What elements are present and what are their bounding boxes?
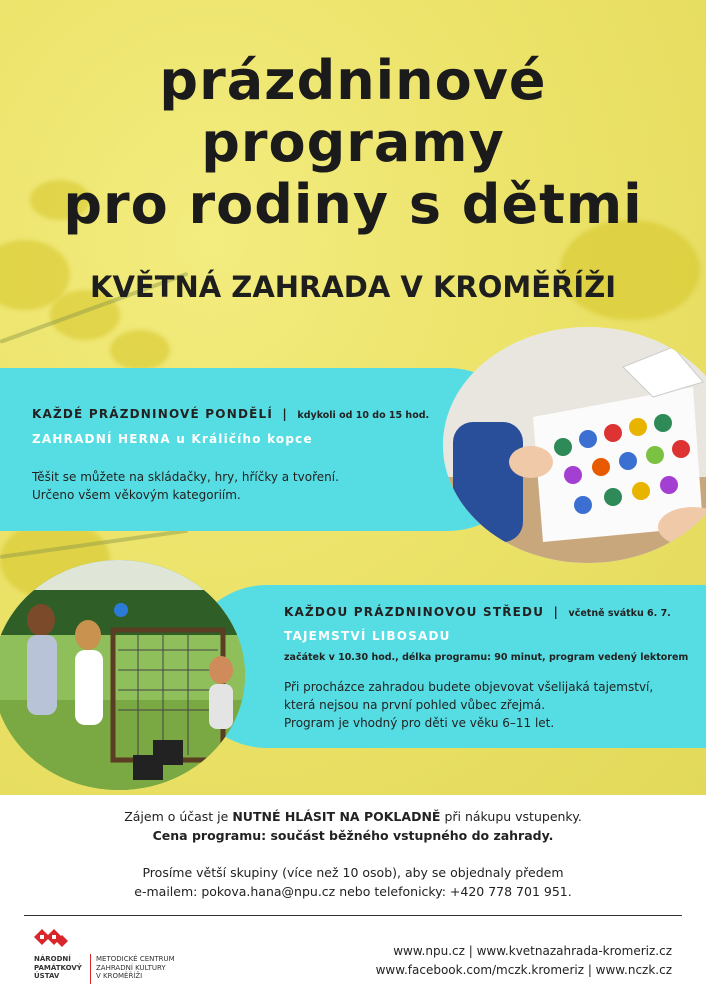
monday-separator: | bbox=[282, 407, 288, 421]
garden-photo-art bbox=[0, 560, 245, 790]
wednesday-separator: | bbox=[553, 605, 560, 619]
logo-divider bbox=[90, 954, 91, 984]
monday-time: kdykoli od 10 do 15 hod. bbox=[297, 410, 430, 421]
wednesday-desc-2: která nejsou na první pohled vůbec zřejmá. bbox=[284, 698, 546, 712]
title-line-1: prázdninové bbox=[159, 49, 547, 112]
npu-logo-icon bbox=[34, 928, 68, 950]
links bbox=[376, 942, 672, 980]
crafts-photo bbox=[443, 327, 706, 563]
center-name-3: V KROMĚŘÍŽI bbox=[96, 972, 143, 980]
crafts-photo-art bbox=[443, 327, 706, 563]
info-line-1-b: NUTNÉ HLÁSIT NA POKLADNĚ bbox=[232, 809, 441, 824]
title-line-2: programy bbox=[201, 111, 505, 174]
info-line-1-a: Zájem o účast je bbox=[124, 809, 229, 824]
wednesday-heading bbox=[284, 605, 671, 619]
monday-desc-1: Těšit se můžete na skládačky, hry, hříčky a tvoření. bbox=[32, 470, 339, 484]
wednesday-place: TAJEMSTVÍ LIBOSADU bbox=[284, 629, 451, 643]
garden-photo bbox=[0, 560, 245, 790]
monday-desc-2: Určeno všem věkovým kategoriím. bbox=[32, 488, 241, 502]
center-name-1: METODICKÉ CENTRUM bbox=[96, 955, 175, 963]
subtitle: KVĚTNÁ ZAHRADA V KROMĚŘÍŽI bbox=[89, 270, 617, 304]
info-line-1 bbox=[0, 809, 706, 824]
npu-name bbox=[34, 955, 82, 981]
wednesday-note: včetně svátku 6. 7. bbox=[568, 608, 671, 619]
flower-blur bbox=[110, 330, 170, 370]
wednesday-desc-1: Při procházce zahradou budete objevovat všelijaká tajemství, bbox=[284, 680, 654, 694]
wednesday-heading-text: KAŽDOU PRÁZDNINOVOU STŘEDU bbox=[284, 605, 545, 619]
links-line-2[interactable]: www.facebook.com/mczk.kromeriz | www.nczk.cz bbox=[375, 963, 672, 977]
monday-heading-text: KAŽDÉ PRÁZDNINOVÉ PONDĚLÍ bbox=[32, 407, 274, 421]
npu-name-3: ÚSTAV bbox=[34, 972, 60, 980]
monday-heading bbox=[32, 407, 429, 421]
center-name-2: ZAHRADNÍ KULTURY bbox=[96, 963, 166, 972]
links-line-1[interactable]: www.npu.cz | www.kvetnazahrada-kromeriz.cz bbox=[393, 944, 672, 958]
wednesday-details: začátek v 10.30 hod., délka programu: 90 minut, program vedený lektorem bbox=[284, 652, 689, 663]
wednesday-desc-3: Program je vhodný pro děti ve věku 6–11 let. bbox=[284, 716, 555, 730]
title-line-3: pro rodiny s dětmi bbox=[63, 173, 643, 236]
info-line-3: Prosíme větší skupiny (více než 10 osob), aby se objednaly předem bbox=[142, 865, 564, 880]
monday-place-caps: ZAHRADNÍ HERNA bbox=[32, 432, 171, 446]
center-name bbox=[96, 955, 175, 981]
monday-place-rest: u Králičího kopce bbox=[176, 432, 313, 446]
info-line-4: e-mailem: pokova.hana@npu.cz nebo telefonicky: +420 778 701 951. bbox=[134, 884, 572, 899]
npu-name-2: PAMÁTKOVÝ bbox=[34, 963, 82, 972]
npu-logo bbox=[34, 928, 244, 988]
monday-place bbox=[32, 432, 313, 446]
footer-divider bbox=[24, 915, 682, 916]
npu-name-1: NÁRODNÍ bbox=[34, 955, 71, 963]
info-line-2: Cena programu: součást běžného vstupného do zahrady. bbox=[152, 828, 554, 843]
info-line-1-c: při nákupu vstupenky. bbox=[444, 809, 582, 824]
